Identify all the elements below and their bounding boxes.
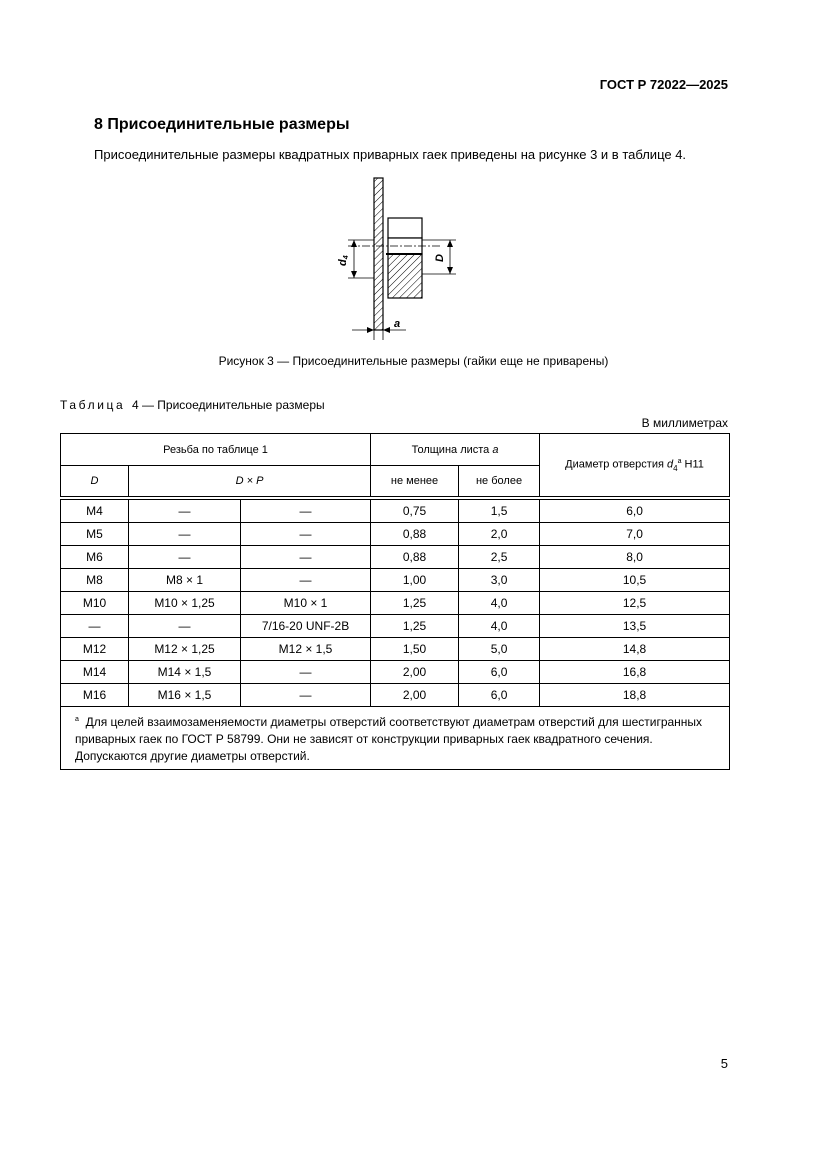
table-row [61, 500, 730, 523]
table-row [61, 546, 730, 569]
figure-caption: Рисунок 3 — Присоединительные размеры (гайки еще не приварены) [218, 354, 609, 368]
cell-DxP-2: — [241, 684, 371, 707]
cell-DxP-1: — [129, 615, 241, 638]
cell-DxP-2: — [241, 523, 371, 546]
a-label: a [394, 318, 401, 330]
cell-hole: 14,8 [540, 638, 730, 661]
table-row [61, 638, 730, 661]
cell-max: 6,0 [459, 684, 540, 707]
figure-3-diagram [330, 176, 470, 342]
footnote-mark: a [75, 716, 79, 723]
cell-hole: 13,5 [540, 615, 730, 638]
cell-min: 2,00 [371, 661, 459, 684]
header-max: не более [459, 466, 540, 497]
cell-min: 2,00 [371, 684, 459, 707]
table-row [61, 661, 730, 684]
table-row [61, 569, 730, 592]
footnote-text: Для целей взаимозаменяемости диаметры отверстий соответствуют диаметрам отверстий для шестигранных приварных гаек по ГОСТ Р 58799. Они не зависят от конструкции приварных гаек квадратного сечения. Допускаются другие диаметры отверстий. [75, 715, 703, 763]
header-DxP: D × P [129, 466, 371, 497]
cell-DxP-2: — [241, 546, 371, 569]
cell-max: 2,5 [459, 546, 540, 569]
cell-hole: 16,8 [540, 661, 730, 684]
cell-D: M12 [61, 638, 129, 661]
cell-max: 5,0 [459, 638, 540, 661]
cell-hole: 6,0 [540, 500, 730, 523]
cell-hole: 8,0 [540, 546, 730, 569]
cell-DxP-1: M8 × 1 [129, 569, 241, 592]
cell-DxP-1: — [129, 523, 241, 546]
table-caption [60, 398, 325, 412]
cell-D: M14 [61, 661, 129, 684]
page-number: 5 [720, 1056, 728, 1071]
cell-D: M8 [61, 569, 129, 592]
dimensions-table [60, 433, 730, 770]
table-row [61, 615, 730, 638]
cell-min: 0,88 [371, 523, 459, 546]
header-hole-diameter: Диаметр отверстия $d_4^a$ H11 [540, 434, 730, 497]
cell-min: 1,25 [371, 592, 459, 615]
table-units: В миллиметрах [641, 416, 728, 430]
cell-min: 1,00 [371, 569, 459, 592]
cell-max: 3,0 [459, 569, 540, 592]
nut-lower [388, 254, 422, 298]
header-thread: Резьба по таблице 1 [61, 434, 371, 466]
section-title: 8 Присоединительные размеры [94, 116, 350, 133]
cell-hole: 18,8 [540, 684, 730, 707]
cell-max: 4,0 [459, 615, 540, 638]
cell-DxP-1: — [129, 500, 241, 523]
cell-max: 6,0 [459, 661, 540, 684]
table-caption-text: 4 — Присоединительные размеры [131, 398, 325, 412]
table-row [61, 684, 730, 707]
cell-min: 1,50 [371, 638, 459, 661]
cell-DxP-2: M12 × 1,5 [241, 638, 371, 661]
cell-DxP-1: M16 × 1,5 [129, 684, 241, 707]
d4-label: d4 [337, 255, 350, 266]
table-row [61, 592, 730, 615]
cell-D: — [61, 615, 129, 638]
cell-hole: 7,0 [540, 523, 730, 546]
table-row [61, 523, 730, 546]
cell-DxP-2: — [241, 569, 371, 592]
sheet-plate [374, 178, 383, 330]
header-min: не менее [371, 466, 459, 497]
cell-hole: 10,5 [540, 569, 730, 592]
section-intro: Присоединительные размеры квадратных приварных гаек приведены на рисунке 3 и в таблице 4. [94, 147, 687, 162]
cell-min: 0,75 [371, 500, 459, 523]
cell-max: 4,0 [459, 592, 540, 615]
cell-DxP-1: — [129, 546, 241, 569]
D-label: D [434, 254, 446, 262]
cell-max: 2,0 [459, 523, 540, 546]
cell-DxP-2: 7/16-20 UNF-2B [241, 615, 371, 638]
cell-DxP-2: — [241, 500, 371, 523]
cell-D: M5 [61, 523, 129, 546]
cell-DxP-2: M10 × 1 [241, 592, 371, 615]
cell-DxP-1: M10 × 1,25 [129, 592, 241, 615]
header-thickness: Толщина листа a [371, 434, 540, 466]
table-footnote [61, 707, 730, 770]
cell-D: M10 [61, 592, 129, 615]
header-D: D [61, 466, 129, 497]
cell-hole: 12,5 [540, 592, 730, 615]
cell-D: M16 [61, 684, 129, 707]
cell-D: M6 [61, 546, 129, 569]
cell-D: M4 [61, 500, 129, 523]
cell-min: 0,88 [371, 546, 459, 569]
table-caption-label: Таблица [60, 398, 126, 412]
cell-DxP-1: M14 × 1,5 [129, 661, 241, 684]
cell-max: 1,5 [459, 500, 540, 523]
document-number: ГОСТ Р 72022—2025 [599, 77, 728, 92]
nut-upper [388, 218, 422, 238]
cell-DxP-2: — [241, 661, 371, 684]
cell-DxP-1: M12 × 1,25 [129, 638, 241, 661]
cell-min: 1,25 [371, 615, 459, 638]
